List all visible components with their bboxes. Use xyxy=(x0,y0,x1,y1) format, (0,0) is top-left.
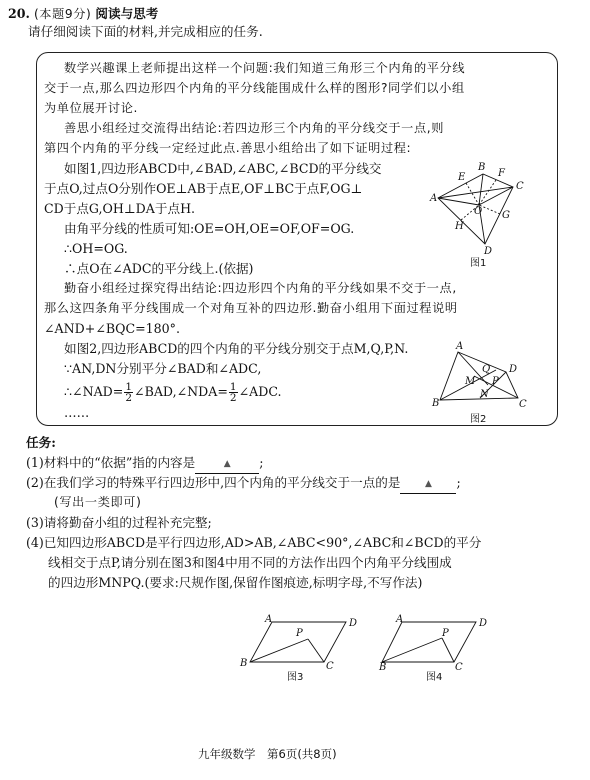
fig2-caption: 图2 xyxy=(470,414,487,425)
ellipsis-line: …… xyxy=(64,405,90,420)
material-line-5: 第四个内角的平分线一定经过此点.善思小组给出了如下证明过程: xyxy=(44,141,412,155)
figure-3 xyxy=(236,612,366,670)
fig2-point-M: M xyxy=(465,376,476,387)
fig1-point-E: E xyxy=(458,172,466,183)
material-line-7: 于点O,过点O分别作OE⊥AB于点E,OF⊥BC于点F,OG⊥ xyxy=(44,181,363,196)
material-line-12: 勤奋小组经过探究得出结论:四边形四个内角的平分线如果不交于一点, xyxy=(64,281,457,295)
fig1-point-D: D xyxy=(484,246,493,257)
figure-4 xyxy=(379,612,510,673)
question-header xyxy=(8,5,158,23)
task-4-line-2: 线相交于点P,请分别在图3和图4中用不同的方法作出四个内角平分线围成 xyxy=(48,555,452,570)
fraction-den: 2 xyxy=(125,392,133,404)
material-line-17 xyxy=(64,380,282,404)
task-1-text: (1)材料中的“依据”指的内容是 xyxy=(26,455,196,470)
fig4-bisector-b xyxy=(382,638,442,662)
task-1 xyxy=(26,454,264,474)
fraction-num: 1 xyxy=(229,381,237,393)
points-label: (本题9分) xyxy=(33,7,92,21)
fig2-point-Q: Q xyxy=(482,364,491,375)
fig3-point-C: C xyxy=(326,661,334,672)
task-1-suffix: ; xyxy=(259,455,264,470)
fraction-half-1 xyxy=(124,382,133,403)
task-2 xyxy=(26,474,461,494)
fig3-point-A: A xyxy=(265,614,273,625)
fig1-point-O: O xyxy=(474,206,483,217)
fig4-point-D: D xyxy=(479,618,488,629)
figure-2 xyxy=(430,340,530,410)
fig2-point-A: A xyxy=(456,341,464,352)
fig3-bisector-b xyxy=(250,639,308,662)
fraction-half-2 xyxy=(229,382,238,403)
fig2-point-D: D xyxy=(509,364,518,375)
material-line-9: 由角平分线的性质可知:OE=OH,OE=OF,OF=OG. xyxy=(64,221,355,236)
question-number: 20. xyxy=(8,6,30,21)
fig1-point-F: F xyxy=(498,168,505,179)
task-1-answer-blank[interactable] xyxy=(195,454,259,474)
material-line-6: 如图1,四边形ABCD中,∠BAD,∠ABC,∠BCD的平分线交 xyxy=(64,161,382,176)
fig4-point-P: P xyxy=(442,628,449,639)
fig3-bisector-c xyxy=(308,639,324,662)
page-footer: 九年级数学 第6页(共8页) xyxy=(198,747,337,761)
fig1-point-C: C xyxy=(516,181,524,192)
task-2-answer-blank[interactable] xyxy=(400,474,456,494)
fig1-point-A: A xyxy=(430,193,438,204)
task-2-note: (写出一类即可) xyxy=(54,495,142,509)
material-line-15: 如图2,四边形ABCD的四个内角的平分线分别交于点M,Q,P,N. xyxy=(64,341,409,356)
fig2-point-C: C xyxy=(519,399,527,410)
tasks-title: 任务: xyxy=(26,435,56,450)
instruction-text: 请仔细阅读下面的材料,并完成相应的任务. xyxy=(28,24,263,39)
material-line-10: ∴OH=OG. xyxy=(64,241,128,256)
angle-nad-label: ∴∠NAD= xyxy=(64,384,124,399)
material-line-16: ∵AN,DN分别平分∠BAD和∠ADC, xyxy=(64,361,262,376)
material-line-13: 那么这四条角平分线围成一个对角互补的四边形.勤奋小组用下面过程说明 xyxy=(44,301,458,315)
fig4-point-B: B xyxy=(379,662,387,673)
material-line-14: ∠AND+∠BQC=180°. xyxy=(44,321,180,336)
fig4-point-A: A xyxy=(396,614,404,625)
fig2-point-N: N xyxy=(480,389,489,400)
fig2-point-P: P xyxy=(492,376,499,387)
fig1-point-H: H xyxy=(455,221,464,232)
material-line-3: 为单位展开讨论. xyxy=(44,101,138,115)
fig1-point-G: G xyxy=(502,210,510,221)
task-4-line-1: (4)已知四边形ABCD是平行四边形,AD>AB,∠ABC<90°,∠ABC和∠BCD的平分 xyxy=(26,535,482,550)
fig1-point-B: B xyxy=(478,162,486,173)
task-4-line-3: 的四边形MNPQ.(要求:尺规作图,保留作图痕迹,标明字母,不写作法) xyxy=(48,575,423,590)
figure-1 xyxy=(428,158,528,258)
fig4-bisector-c xyxy=(442,638,454,662)
angle-nda-label: ∠BAD,∠NDA= xyxy=(134,384,228,399)
fraction-num: 1 xyxy=(125,381,133,393)
material-line-2: 交于一点,那么四边形四个内角的平分线能围成什么样的图形?同学们以小组 xyxy=(44,81,465,95)
fig4-point-C: C xyxy=(455,662,463,673)
fig2-point-B: B xyxy=(432,398,440,409)
fig3-point-D: D xyxy=(349,618,358,629)
material-line-11: ∴点O在∠ADC的平分线上.(依据) xyxy=(64,261,254,276)
task-2-text: (2)在我们学习的特殊平行四边形中,四个内角的平分线交于一点的是 xyxy=(26,475,401,490)
fig1-caption: 图1 xyxy=(470,258,487,269)
fraction-den: 2 xyxy=(229,392,237,404)
fig3-caption: 图3 xyxy=(287,672,304,683)
task-3: (3)请将勤奋小组的过程补充完整; xyxy=(26,515,212,530)
fig3-point-B: B xyxy=(240,658,248,669)
material-line-1: 数学兴趣课上老师提出这样一个问题:我们知道三角形三个内角的平分线 xyxy=(64,61,466,75)
fig2-quadrilateral xyxy=(440,352,518,400)
fig3-point-P: P xyxy=(296,628,303,639)
material-line-8: CD于点G,OH⊥DA于点H. xyxy=(44,201,196,216)
blank-marker-icon: ▲ xyxy=(223,459,231,469)
blank-marker-icon: ▲ xyxy=(425,479,432,489)
material-line-4: 善思小组经过交流得出结论:若四边形三个内角的平分线交于一点,则 xyxy=(64,121,445,135)
task-2-suffix: ; xyxy=(456,475,461,490)
section-title: 阅读与思考 xyxy=(95,6,159,21)
fig4-caption: 图4 xyxy=(426,672,443,683)
angle-adc-label: ∠ADC. xyxy=(238,384,282,399)
